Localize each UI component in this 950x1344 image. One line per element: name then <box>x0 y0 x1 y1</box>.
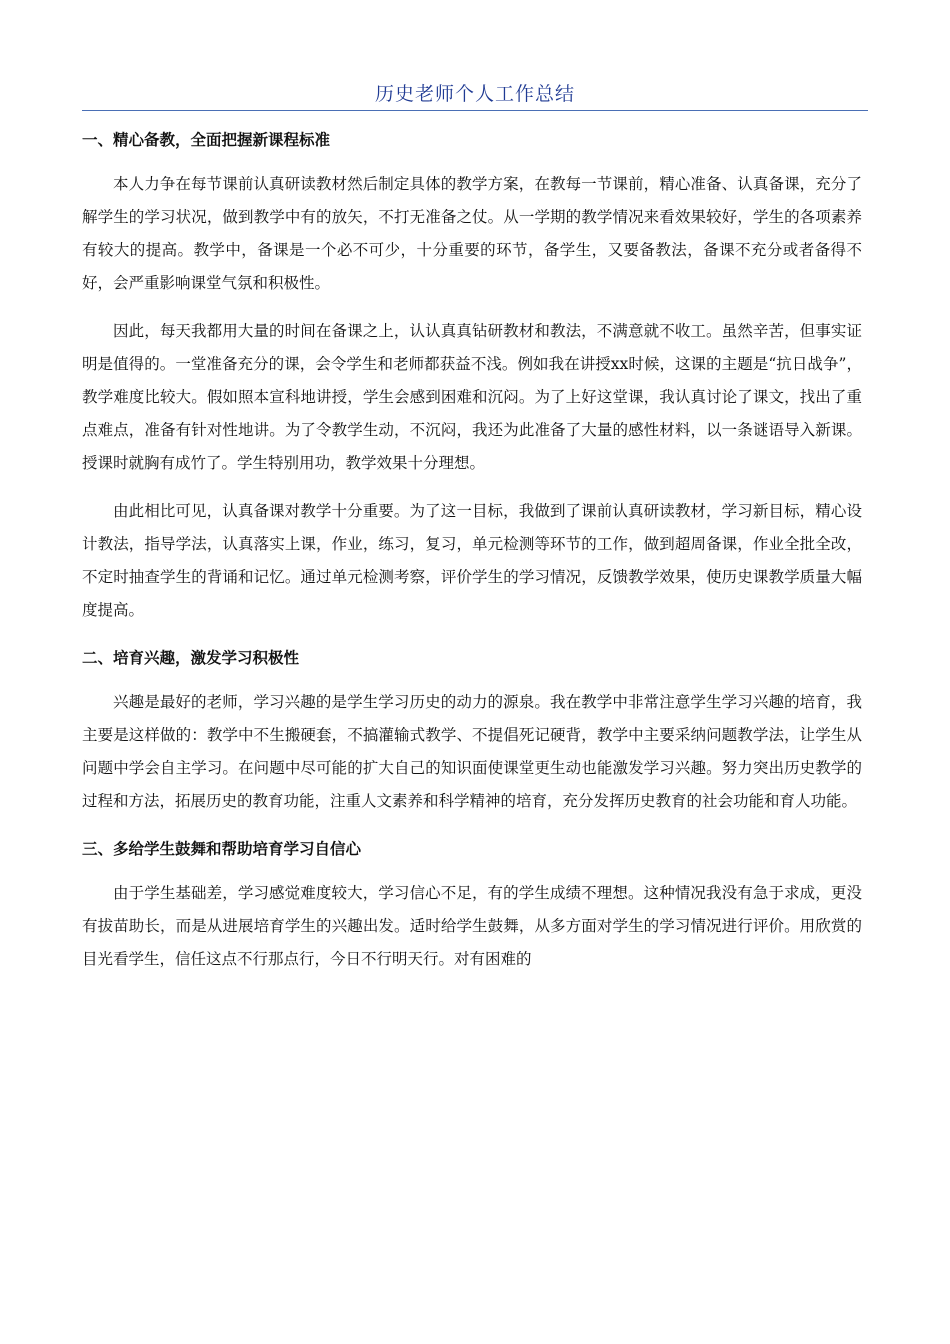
section-3-paragraph-1: 由于学生基础差，学习感觉难度较大，学习信心不足，有的学生成绩不理想。这种情况我没有急于求成，更没有拔苗助长，而是从进展培育学生的兴趣出发。适时给学生鼓舞，从多方面对学生的学习情况进行评价。用欣赏的目光看学生，信任这点不行那点行，今日不行明天行。对有困难的 <box>82 884 862 968</box>
title-underline <box>82 110 868 111</box>
section-1-paragraph-1: 本人力争在每节课前认真研读教材然后制定具体的教学方案，在教每一节课前，精心准备、认真备课，充分了解学生的学习状况，做到教学中有的放矢，不打无准备之仗。从一学期的教学情况来看效果较好，学生的各项素养有较大的提高。教学中，备课是一个必不可少，十分重要的环节，备学生，又要备教法，备课不充分或者备得不好，会严重影响课堂气氛和积极性。 <box>82 175 862 292</box>
section-1-paragraph-2: 因此，每天我都用大量的时间在备课之上，认认真真钻研教材和教法，不满意就不收工。虽然辛苦，但事实证明是值得的。一堂准备充分的课，会令学生和老师都获益不浅。例如我在讲授xx时候，这课的主题是“抗日战争”，教学难度比较大。假如照本宣科地讲授，学生会感到困难和沉闷。为了上好这堂课，我认真讨论了课文，找出了重点难点，准备有针对性地讲。为了令教学生动，不沉闷，我还为此准备了大量的感性材料，以一条谜语导入新课。授课时就胸有成竹了。学生特别用功，教学效果十分理想。 <box>82 322 862 472</box>
section-2-paragraph-1: 兴趣是最好的老师，学习兴趣的是学生学习历史的动力的源泉。我在教学中非常注意学生学习兴趣的培育，我主要是这样做的：教学中不生搬硬套，不搞灌输式教学、不提倡死记硬背，教学中主要采纳问题教学法，让学生从问题中学会自主学习。在问题中尽可能的扩大自己的知识面使课堂更生动也能激发学习兴趣。努力突出历史教学的过程和方法，拓展历史的教育功能，注重人文素养和科学精神的培育，充分发挥历史教育的社会功能和育人功能。 <box>82 693 862 810</box>
section-3-heading: 三、多给学生鼓舞和帮助培育学习自信心 <box>82 840 362 858</box>
section-1-paragraph-3: 由此相比可见，认真备课对教学十分重要。为了这一目标，我做到了课前认真研读教材，学习新目标，精心设计教法，指导学法，认真落实上课，作业，练习，复习，单元检测等环节的工作，做到超周备课，作业全批全改，不定时抽查学生的背诵和记忆。通过单元检测考察，评价学生的学习情况，反馈教学效果，使历史课教学质量大幅度提高。 <box>82 502 862 619</box>
section-1 <box>82 124 862 627</box>
document-body <box>82 124 862 991</box>
document-title: 历史老师个人工作总结 <box>374 83 575 105</box>
section-2-heading: 二、培育兴趣，激发学习积极性 <box>82 649 300 667</box>
section-3 <box>82 833 862 976</box>
section-2 <box>82 642 862 818</box>
section-1-heading: 一、精心备教，全面把握新课程标准 <box>82 131 331 149</box>
